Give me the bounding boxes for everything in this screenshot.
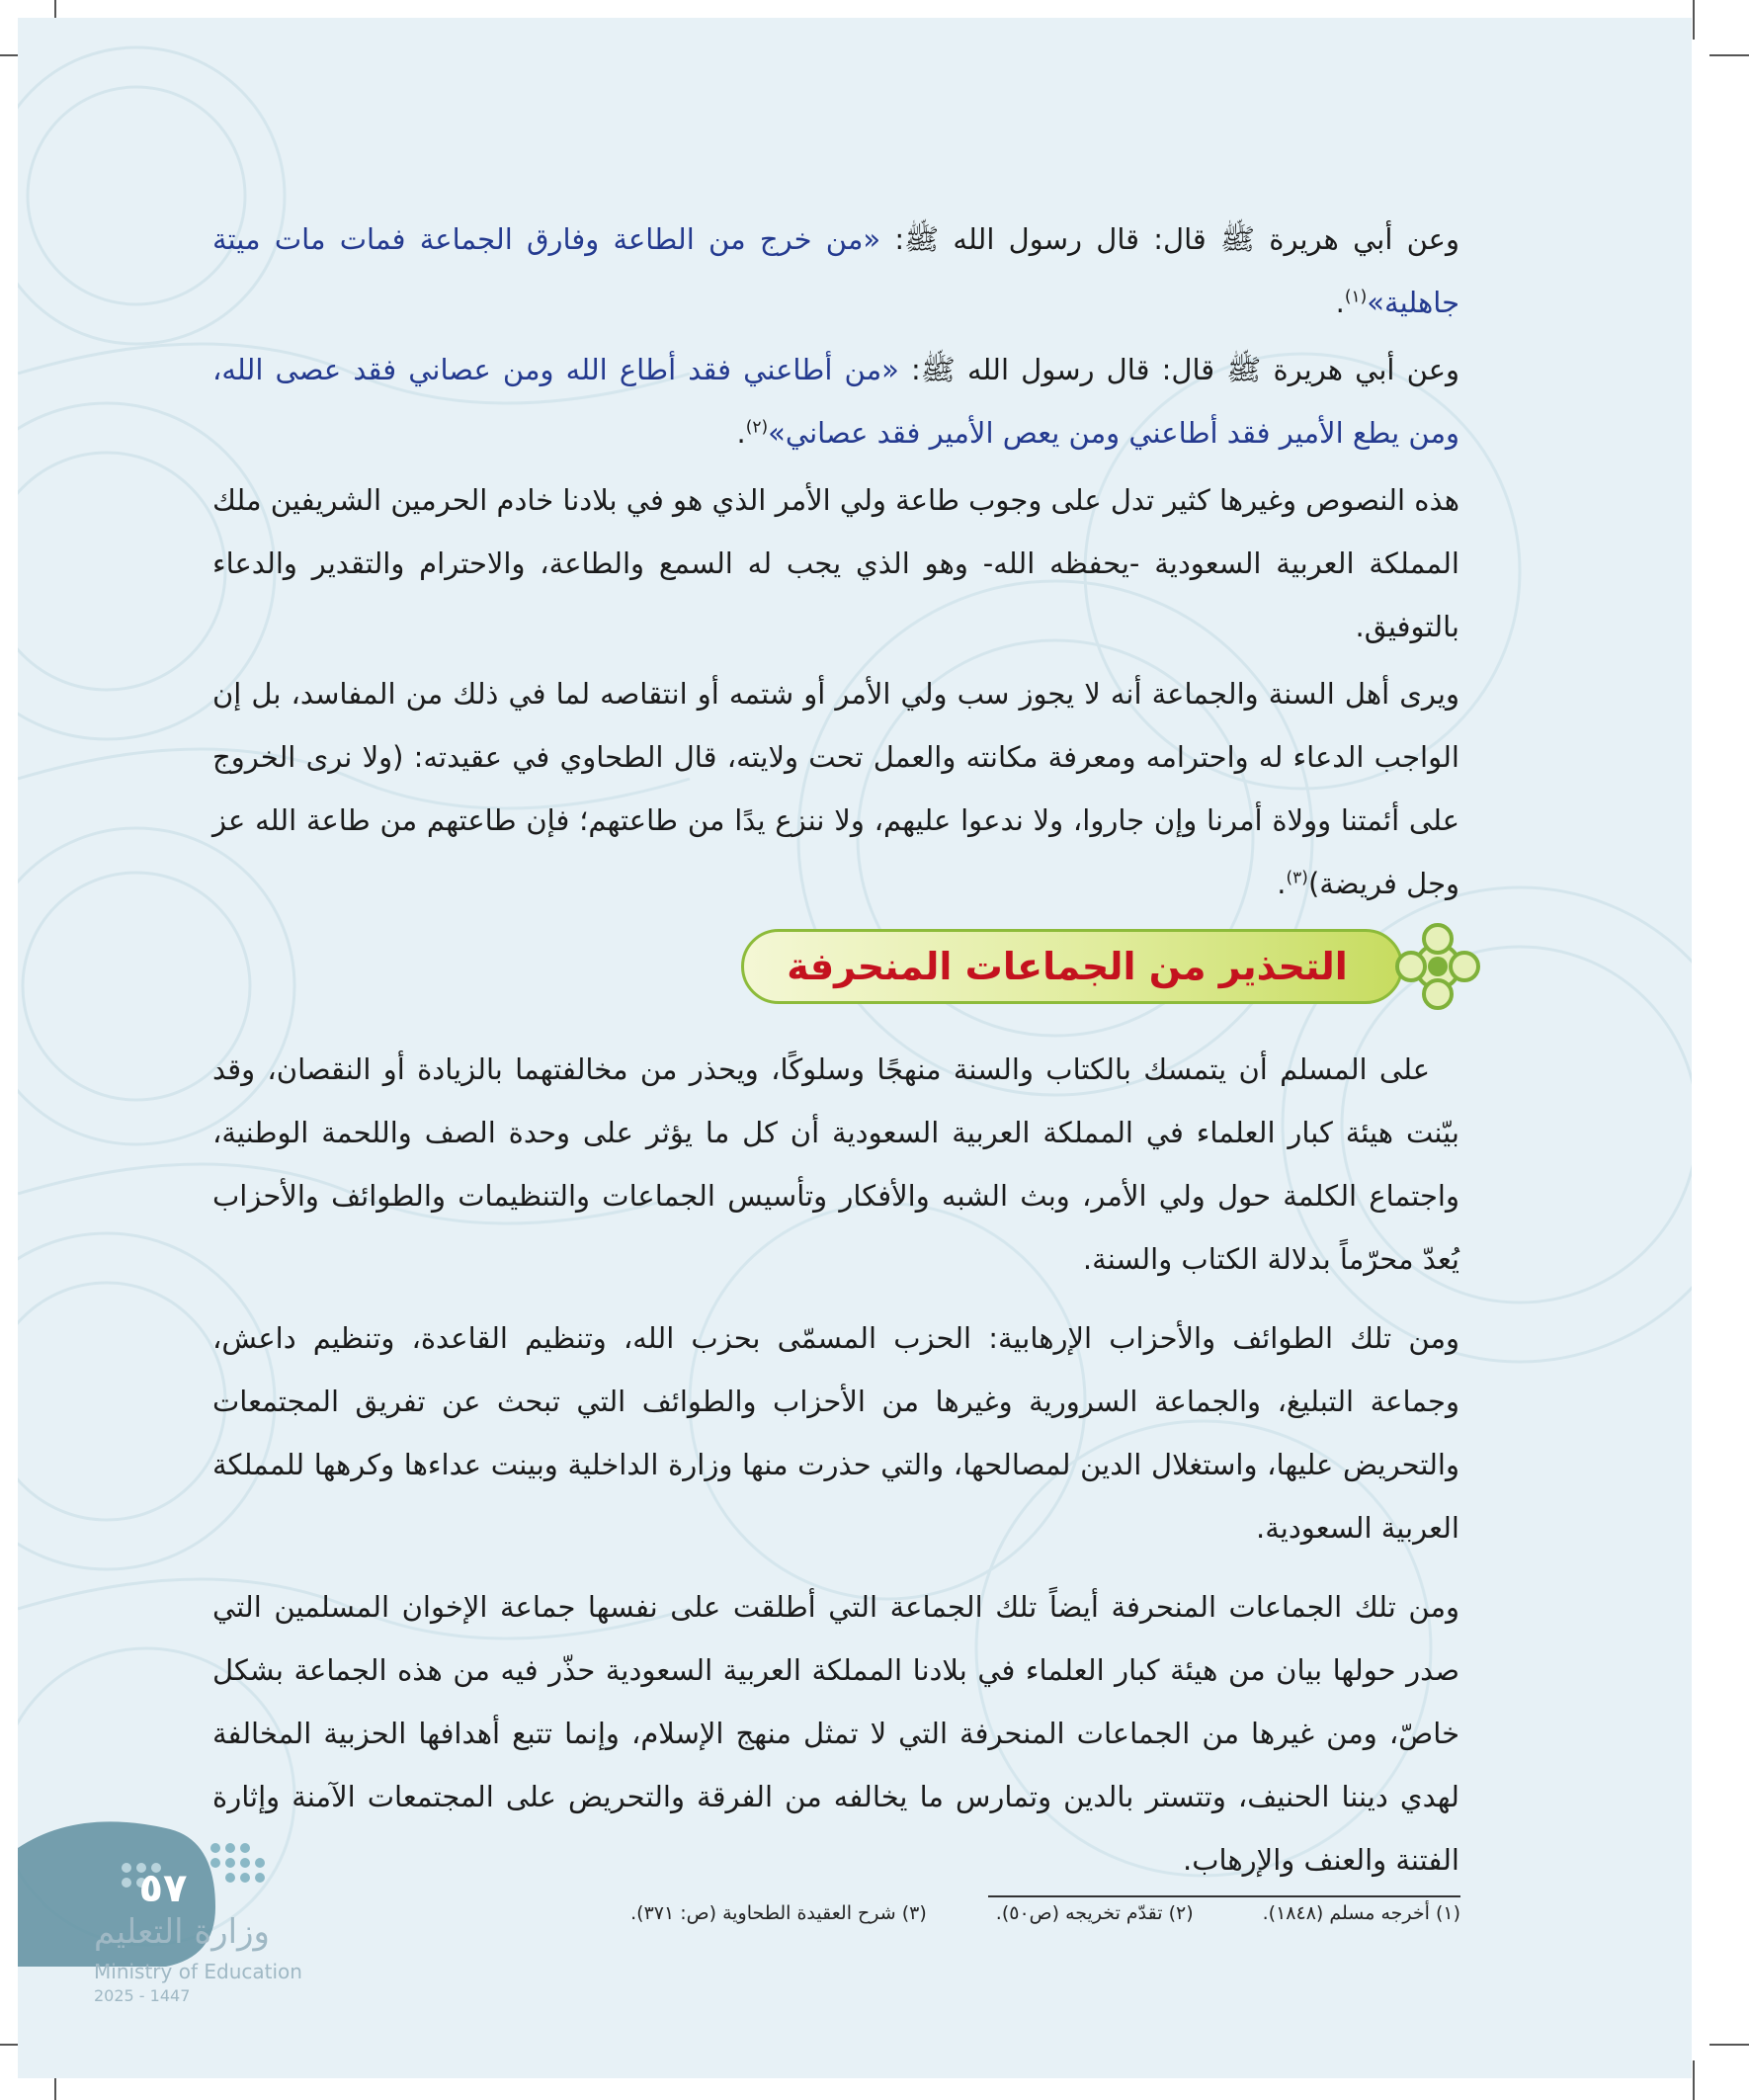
footnotes bbox=[415, 1902, 1460, 1932]
footnote: (٣) شرح العقيدة الطحاوية (ص: ٣٧١). bbox=[630, 1902, 927, 1924]
hadith-quote: «من أطاعني فقد أطاع الله ومن عصاني فقد عصى الله، ومن يطع الأمير فقد أطاعني ومن يعص الأمير فقد عصاني» bbox=[212, 353, 1459, 450]
footnote-ref: (١) bbox=[1344, 287, 1368, 307]
footnote-ref: (٢) bbox=[745, 417, 769, 438]
crop-mark bbox=[1693, 2060, 1695, 2100]
hadith-paragraph-2: وعن أبي هريرة ﷺ قال: قال رسول الله ﷺ: «من أطاعني فقد أطاع الله ومن عصاني فقد عصى الله، ومن يطع الأمير فقد أطاعني ومن يعص الأمير فقد عصاني»$^{(٢)}$. bbox=[212, 353, 1460, 450]
footnote-ref: (٣) bbox=[1286, 868, 1308, 888]
section-body bbox=[212, 1038, 1459, 1907]
body-paragraph: على المسلم أن يتمسك بالكتاب والسنة منهجًا وسلوكًا، ويحذر من مخالفتهما بالزيادة أو النقصان، وقد بيّنت هيئة كبار العلماء في المملكة العربية السعودية أن كل ما يؤثر على وحدة الصف واللحمة الوطنية، واجتماع الكلمة حول ولي الأمر، وبث الشبه والأفكار وتأسيس الجماعات والتنظيمات والطوائف والأحزاب يُعدّ محرّماً بدلالة الكتاب والسنة. bbox=[212, 1052, 1459, 1276]
ornament-icon bbox=[1383, 917, 1492, 1016]
body-paragraph: ومن تلك الطوائف والأحزاب الإرهابية: الحزب المسمّى بحزب الله، وتنظيم القاعدة، وتنظيم داعش، وجماعة التبليغ، والجماعة السرورية وغيرها من الأحزاب والطوائف التي تبحث عن تفريق المجتمعات والتحريض عليها، واستغلال الدين لمصالحها، والتي حذرت منها وزارة الداخلية وبينت عداءها وكرهها للمملكة العربية السعودية. bbox=[212, 1321, 1459, 1545]
hadith-quote: «من خرج من الطاعة وفارق الجماعة فمات مات ميتة جاهلية» bbox=[212, 222, 1459, 319]
page-number: ٥٧ bbox=[138, 1866, 188, 1911]
main-text bbox=[212, 208, 1459, 919]
body-text: ويرى أهل السنة والجماعة أنه لا يجوز سب ولي الأمر أو شتمه أو انتقاصه لما في ذلك من المفاسد، بل إن الواجب الدعاء له واحترامه ومعرفة مكانته والعمل تحت ولايته، قال الطحاوي في عقيدته: (ولا نرى الخروج على أئمتنا وولاة أمرنا وإن جاروا، ولا ندعوا عليهم، ولا ننزع يدًا من طاعتهم؛ فإن طاعتهم من طاعة الله عز وجل فريضة) bbox=[212, 677, 1459, 900]
footnote: (١) أخرجه مسلم (١٨٤٨). bbox=[1262, 1902, 1460, 1924]
hadith-intro: وعن أبي هريرة ﷺ قال: قال رسول الله ﷺ: bbox=[898, 353, 1460, 386]
section-heading bbox=[741, 917, 1492, 1016]
crop-mark bbox=[1709, 2044, 1749, 2046]
body-paragraph: ويرى أهل السنة والجماعة أنه لا يجوز سب ولي الأمر أو شتمه أو انتقاصه لما في ذلك من المفاسد، بل إن الواجب الدعاء له واحترامه ومعرفة مكانته والعمل تحت ولايته، قال الطحاوي في عقيدته: (ولا نرى الخروج على أئمتنا وولاة أمرنا وإن جاروا، ولا ندعوا عليهم، ولا ننزع يدًا من طاعتهم؛ فإن طاعتهم من طاعة الله عز وجل فريضة)$^{(٣)}$. bbox=[212, 677, 1459, 900]
crop-mark bbox=[1693, 0, 1695, 40]
crop-mark bbox=[1709, 54, 1749, 56]
ministry-year: 2025 - 1447 bbox=[94, 1986, 191, 2005]
ministry-name-en: Ministry of Education bbox=[94, 1960, 302, 1983]
body-paragraph: هذه النصوص وغيرها كثير تدل على وجوب طاعة ولي الأمر الذي هو في بلادنا خادم الحرمين الشريفين ملك المملكة العربية السعودية -يحفظه الله- وهو الذي يجب له السمع والطاعة، والاحترام والتقدير والدعاء بالتوفيق. bbox=[211, 483, 1459, 643]
footnote-divider bbox=[988, 1895, 1460, 1897]
section-title: التحذير من الجماعات المنحرفة bbox=[787, 945, 1348, 988]
hadith-paragraph-1: وعن أبي هريرة ﷺ قال: قال رسول الله ﷺ: «من خرج من الطاعة وفارق الجماعة فمات مات ميتة جاهلية»$^{(١)}$. bbox=[212, 222, 1459, 319]
body-paragraph: ومن تلك الجماعات المنحرفة أيضاً تلك الجماعة التي أطلقت على نفسها جماعة الإخوان المسلمين التي صدر حولها بيان من هيئة كبار العلماء في بلادنا المملكة العربية السعودية حذّر فيه من هذه الجماعة بشكل خاصّ، ومن غيرها من الجماعات المنحرفة التي لا تمثل منهج الإسلام، وإنما تتبع أهدافها الحزبية المخالفة لهدي ديننا الحنيف، وتتستر بالدين وتمارس ما يخالفه من الفرقة والتحريض على المجتمعات الآمنة وإثارة الفتنة والعنف والإرهاب. bbox=[212, 1590, 1459, 1877]
ministry-logo-text: وزارة التعليم bbox=[94, 1912, 270, 1952]
hadith-intro: وعن أبي هريرة ﷺ قال: قال رسول الله ﷺ: bbox=[880, 222, 1459, 256]
footnote: (٢) تقدّم تخريجه (ص٥٠). bbox=[995, 1902, 1194, 1924]
